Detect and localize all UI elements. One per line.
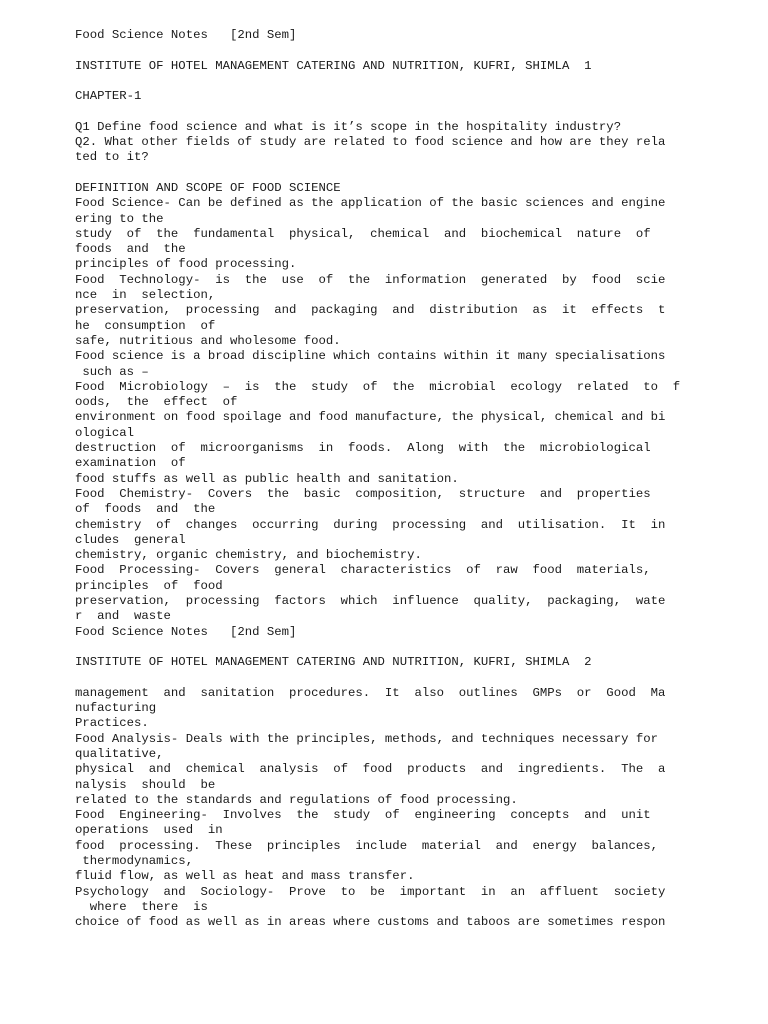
text-line: principles of food (75, 578, 223, 593)
text-line: qualitative, (75, 746, 164, 761)
text-line: fluid flow, as well as heat and mass transfer. (75, 869, 415, 884)
text-line: nufacturing (75, 701, 157, 716)
text-line: physical and chemical analysis of food products and ingredients. The a (75, 762, 666, 777)
text-line: Food Chemistry- Covers the basic composition, structure and properties (75, 486, 651, 501)
text-line: Psychology and Sociology- Prove to be important in an affluent society (75, 884, 666, 899)
text-line: safe, nutritious and wholesome food. (75, 333, 341, 348)
text-line: r and waste (75, 609, 171, 624)
text-line: operations used in (75, 823, 223, 838)
text-line: Q1 Define food science and what is it’s scope in the hospitality industry? (75, 119, 622, 134)
text-line: INSTITUTE OF HOTEL MANAGEMENT CATERING AND NUTRITION, KUFRI, SHIMLA 1 (75, 58, 592, 73)
text-line: destruction of microorganisms in foods. Along with the microbiological (75, 441, 651, 456)
text-line: where there is (75, 899, 208, 914)
text-line: foods and the (75, 242, 186, 257)
text-line: oods, the effect of (75, 395, 238, 410)
text-line: environment on food spoilage and food manufacture, the physical, chemical and bi (75, 410, 666, 425)
text-line: chemistry of changes occurring during processing and utilisation. It in (75, 517, 666, 532)
text-line: related to the standards and regulations of food processing. (75, 792, 518, 807)
text-line: Food Technology- is the use of the information generated by food scie (75, 272, 666, 287)
text-line: Practices. (75, 716, 149, 731)
text-line: Food science is a broad discipline which contains within it many specialisations (75, 349, 666, 364)
text-line: principles of food processing. (75, 257, 297, 272)
text-line: food stuffs as well as public health and sanitation. (75, 471, 459, 486)
text-line: Food Science Notes [2nd Sem] (75, 624, 297, 639)
text-line: Food Science Notes [2nd Sem] (75, 28, 297, 42)
text-line: INSTITUTE OF HOTEL MANAGEMENT CATERING AND NUTRITION, KUFRI, SHIMLA 2 (75, 655, 592, 670)
text-line: ering to the (75, 211, 164, 226)
text-line: management and sanitation procedures. It also outlines GMPs or Good Ma (75, 685, 666, 700)
text-line: thermodynamics, (75, 854, 194, 869)
text-line: nce in selection, (75, 288, 216, 303)
text-line: examination of (75, 456, 186, 471)
text-line: Food Processing- Covers general characteristics of raw food materials, (75, 563, 651, 578)
text-line: choice of food as well as in areas where customs and taboos are sometimes respon (75, 915, 666, 930)
text-line: preservation, processing and packaging and distribution as it effects t (75, 303, 666, 318)
text-line: ted to it? (75, 150, 149, 165)
text-line: Food Engineering- Involves the study of engineering concepts and unit (75, 808, 651, 823)
document-text (75, 28, 755, 931)
text-line: ological (75, 425, 135, 440)
text-line: nalysis should be (75, 777, 216, 792)
text-line: such as – (75, 364, 149, 379)
text-line: Food Analysis- Deals with the principles, methods, and techniques necessary for (75, 731, 658, 746)
text-line: DEFINITION AND SCOPE OF FOOD SCIENCE (75, 180, 341, 195)
text-line: food processing. These principles include material and energy balances, (75, 838, 658, 853)
text-line: Food Science- Can be defined as the application of the basic sciences and engine (75, 196, 666, 211)
text-line: Q2. What other fields of study are related to food science and how are they rela (75, 135, 666, 150)
text-line: Food Microbiology – is the study of the microbial ecology related to f (75, 379, 681, 394)
text-line: chemistry, organic chemistry, and biochemistry. (75, 548, 422, 563)
text-line: cludes general (75, 532, 186, 547)
text-line: CHAPTER-1 (75, 89, 142, 104)
text-line: he consumption of (75, 318, 216, 333)
text-line: of foods and the (75, 502, 216, 517)
text-line: preservation, processing factors which influence quality, packaging, wate (75, 593, 666, 608)
text-line: study of the fundamental physical, chemical and biochemical nature of (75, 226, 651, 241)
